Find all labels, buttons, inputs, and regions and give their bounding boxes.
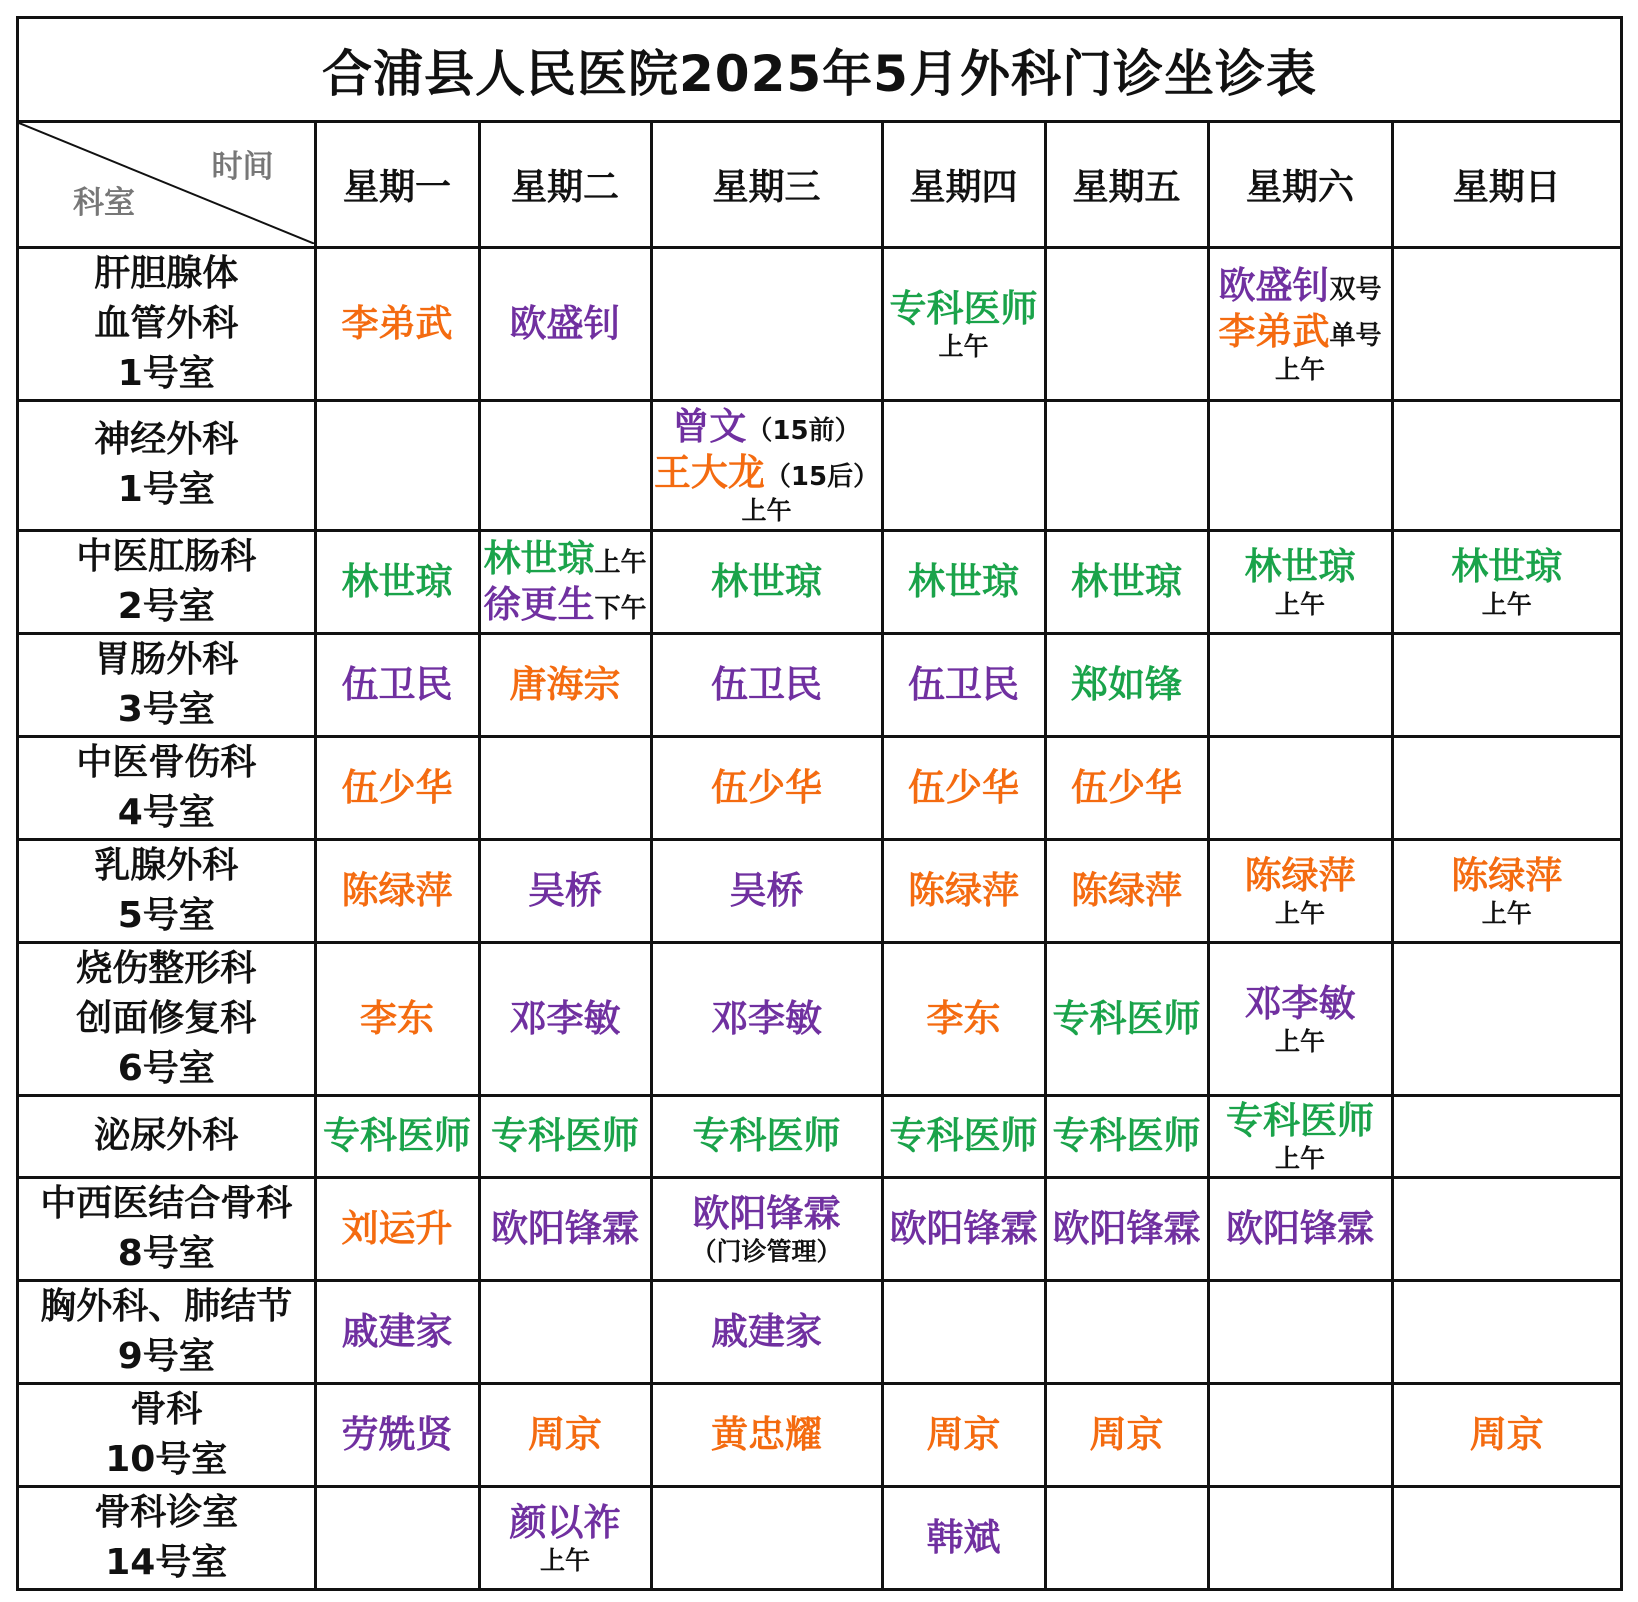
schedule-cell-tue: [479, 633, 651, 736]
schedule-row: [19, 736, 1620, 839]
schedule-cell-fri: [1045, 1177, 1208, 1280]
day-header-mon: 星期一: [315, 123, 479, 247]
schedule-sheet: [16, 16, 1623, 1591]
schedule-cell-fri: [1045, 530, 1208, 633]
cell-line: [653, 868, 881, 914]
cell-line: [1210, 1098, 1391, 1144]
schedule-cell-sun: [1392, 247, 1620, 400]
schedule-cell-thu: [882, 1383, 1045, 1486]
session-note: 上午: [1481, 898, 1532, 928]
doctor-name: 唐海宗: [509, 662, 621, 706]
cell-line: [1210, 1206, 1391, 1252]
department-cell: 骨科 10号室: [19, 1383, 315, 1486]
schedule-cell-tue: [479, 400, 651, 530]
cell-line: [1210, 853, 1391, 899]
doctor-name: 专科医师: [1052, 1114, 1201, 1157]
doctor-name: 李东: [360, 996, 434, 1040]
schedule-cell-wed: [651, 400, 882, 530]
schedule-cell-thu: [882, 530, 1045, 633]
schedule-cell-mon: [315, 839, 479, 942]
schedule-cell-sun: [1392, 400, 1620, 530]
session-note: 上午: [741, 496, 792, 525]
cell-line: [317, 868, 478, 914]
schedule-cell-tue: [479, 839, 651, 942]
doctor-name: 刘运升: [341, 1206, 453, 1250]
day-header-sun: 星期日: [1392, 123, 1620, 247]
doctor-name: 周京: [1469, 1412, 1544, 1456]
schedule-row: [19, 1280, 1620, 1383]
cell-line: [317, 1412, 478, 1458]
doctor-name: 林世琼: [711, 559, 822, 603]
cell-line: [884, 286, 1044, 332]
cell-line: [481, 868, 650, 914]
schedule-cell-tue: [479, 1095, 651, 1177]
doctor-name: 劳兟贤: [341, 1412, 453, 1456]
schedule-cell-sat: [1208, 247, 1392, 400]
schedule-cell-mon: [315, 1486, 479, 1588]
doctor-name: 林世琼: [483, 536, 595, 580]
schedule-cell-mon: [315, 530, 479, 633]
cell-line: [653, 1412, 881, 1458]
schedule-cell-wed: [651, 1095, 882, 1177]
doctor-name: 林世琼: [1071, 559, 1182, 603]
schedule-cell-tue: [479, 942, 651, 1095]
session-note: 上午: [1274, 1144, 1325, 1173]
doctor-name: 专科医师: [889, 1114, 1038, 1157]
doctor-name: 陈绿萍: [1451, 853, 1563, 897]
doctor-name: 周京: [926, 1412, 1001, 1456]
doctor-name: 欧阳锋霖: [491, 1206, 639, 1250]
department-cell: 泌尿外科: [19, 1095, 315, 1177]
doctor-name: 陈绿萍: [1071, 868, 1182, 912]
session-suffix: 双号: [1329, 274, 1382, 305]
schedule-cell-sat: [1208, 1280, 1392, 1383]
cell-line: [884, 662, 1044, 708]
schedule-cell-mon: [315, 633, 479, 736]
schedule-cell-thu: [882, 736, 1045, 839]
schedule-row: [19, 633, 1620, 736]
schedule-cell-wed: [651, 247, 882, 400]
doctor-name: 欧阳锋霖: [692, 1191, 841, 1235]
schedule-cell-mon: [315, 1280, 479, 1383]
cell-line: [1047, 1113, 1207, 1159]
corner-room-label: 科室: [73, 184, 135, 221]
cell-line: [1047, 765, 1207, 811]
doctor-name: 欧盛钊: [509, 301, 621, 345]
schedule-cell-mon: [315, 736, 479, 839]
doctor-name: 徐更生: [483, 582, 595, 626]
doctor-name: 专科医师: [1226, 1099, 1374, 1142]
schedule-cell-tue: [479, 736, 651, 839]
doctor-name: 伍少华: [341, 765, 453, 809]
schedule-table: [19, 123, 1620, 1588]
schedule-cell-sat: [1208, 736, 1392, 839]
schedule-row: [19, 530, 1620, 633]
doctor-name: 伍少华: [711, 765, 822, 809]
doctor-name: 林世琼: [1451, 544, 1563, 588]
doctor-name: 周京: [1089, 1412, 1164, 1456]
schedule-row: [19, 247, 1620, 400]
schedule-cell-fri: [1045, 1095, 1208, 1177]
day-header-fri: 星期五: [1045, 123, 1208, 247]
department-cell: 乳腺外科 5号室: [19, 839, 315, 942]
cell-line: [481, 582, 650, 628]
header-row: [19, 123, 1620, 247]
schedule-cell-wed: [651, 1486, 882, 1588]
schedule-cell-sat: [1208, 1177, 1392, 1280]
cell-line: [481, 1500, 650, 1546]
cell-line: [1394, 544, 1621, 590]
cell-line: [653, 450, 881, 496]
cell-line: [481, 1206, 650, 1252]
schedule-cell-wed: [651, 1177, 882, 1280]
doctor-name: 邓李敏: [711, 996, 822, 1040]
schedule-cell-sun: [1392, 1486, 1620, 1588]
schedule-cell-sat: [1208, 633, 1392, 736]
cell-line: [653, 765, 881, 811]
cell-line: [1047, 1412, 1207, 1458]
cell-line: [481, 301, 650, 347]
session-note: 上午: [539, 1545, 590, 1575]
cell-line: [317, 662, 478, 708]
department-cell: 中医肛肠科 2号室: [19, 530, 315, 633]
cell-line: [317, 1206, 478, 1252]
doctor-name: 李弟武: [1218, 309, 1330, 353]
doctor-name: 郑如锋: [1071, 662, 1182, 706]
doctor-name: 陈绿萍: [908, 868, 1019, 912]
doctor-name: 韩斌: [926, 1515, 1001, 1559]
doctor-name: 林世琼: [1244, 544, 1356, 588]
schedule-cell-wed: [651, 942, 882, 1095]
department-cell: 烧伤整形科 创面修复科 6号室: [19, 942, 315, 1095]
day-header-sat: 星期六: [1208, 123, 1392, 247]
day-header-thu: 星期四: [882, 123, 1045, 247]
schedule-cell-sun: [1392, 633, 1620, 736]
doctor-name: 李弟武: [341, 301, 453, 345]
page-title: 合浦县人民医院2025年5月外科门诊坐诊表: [19, 19, 1620, 123]
schedule-cell-sun: [1392, 942, 1620, 1095]
cell-line: [884, 996, 1044, 1042]
doctor-name: 欧阳锋霖: [1226, 1206, 1374, 1250]
cell-line: [481, 1412, 650, 1458]
cell-line: [653, 559, 881, 605]
schedule-row: [19, 1486, 1620, 1588]
cell-line: [317, 1113, 478, 1159]
schedule-row: [19, 942, 1620, 1095]
cell-line: [653, 1309, 881, 1355]
schedule-row: [19, 839, 1620, 942]
schedule-cell-sat: [1208, 530, 1392, 633]
schedule-cell-fri: [1045, 633, 1208, 736]
cell-line: [1210, 544, 1391, 590]
schedule-cell-mon: [315, 1095, 479, 1177]
doctor-name: 吴桥: [729, 868, 804, 912]
schedule-row: [19, 1095, 1620, 1177]
session-suffix: 上午: [594, 547, 647, 578]
doctor-name: 欧盛钊: [1218, 263, 1330, 307]
schedule-cell-wed: [651, 839, 882, 942]
schedule-cell-tue: [479, 1486, 651, 1588]
doctor-name: 伍卫民: [341, 662, 453, 706]
session-note: 上午: [1274, 354, 1325, 384]
schedule-row: [19, 1177, 1620, 1280]
session-note: 上午: [938, 331, 989, 361]
schedule-cell-thu: [882, 247, 1045, 400]
doctor-name: 林世琼: [341, 559, 453, 603]
doctor-name: 伍少华: [908, 765, 1019, 809]
schedule-cell-sat: [1208, 1383, 1392, 1486]
schedule-cell-thu: [882, 1177, 1045, 1280]
schedule-cell-thu: [882, 839, 1045, 942]
schedule-cell-tue: [479, 1383, 651, 1486]
cell-line: [1394, 853, 1621, 899]
cell-line: [481, 536, 650, 582]
doctor-name: 欧阳锋霖: [1052, 1206, 1201, 1250]
schedule-cell-mon: [315, 247, 479, 400]
doctor-name: 颜以祚: [509, 1500, 621, 1544]
date-range-note: （15前）: [746, 416, 861, 446]
doctor-name: 邓李敏: [1244, 981, 1356, 1025]
doctor-name: 专科医师: [692, 1114, 841, 1157]
department-cell: 胸外科、肺结节 9号室: [19, 1280, 315, 1383]
schedule-cell-wed: [651, 1280, 882, 1383]
schedule-cell-sun: [1392, 1095, 1620, 1177]
doctor-name: 伍少华: [1071, 765, 1182, 809]
schedule-cell-thu: [882, 1486, 1045, 1588]
department-cell: 骨科诊室 14号室: [19, 1486, 315, 1588]
doctor-name: 吴桥: [528, 868, 602, 912]
schedule-cell-fri: [1045, 1486, 1208, 1588]
cell-line: [653, 662, 881, 708]
schedule-cell-wed: [651, 633, 882, 736]
department-cell: 肝胆腺体 血管外科 1号室: [19, 247, 315, 400]
doctor-name: 周京: [528, 1412, 602, 1456]
doctor-name: 专科医师: [323, 1114, 471, 1157]
schedule-row: [19, 400, 1620, 530]
cell-line: [653, 996, 881, 1042]
schedule-cell-wed: [651, 530, 882, 633]
schedule-cell-fri: [1045, 1280, 1208, 1383]
schedule-cell-mon: [315, 942, 479, 1095]
cell-line: [317, 559, 478, 605]
schedule-cell-sun: [1392, 1383, 1620, 1486]
schedule-cell-sat: [1208, 400, 1392, 530]
department-cell: 中西医结合骨科 8号室: [19, 1177, 315, 1280]
session-suffix: 下午: [594, 593, 647, 624]
day-header-tue: 星期二: [479, 123, 651, 247]
doctor-name: 李东: [926, 996, 1001, 1040]
schedule-cell-thu: [882, 633, 1045, 736]
schedule-cell-thu: [882, 942, 1045, 1095]
cell-line: [1047, 1206, 1207, 1252]
cell-line: [1047, 559, 1207, 605]
schedule-cell-mon: [315, 1383, 479, 1486]
cell-line: [653, 1113, 881, 1159]
cell-line: [653, 1191, 881, 1237]
schedule-cell-tue: [479, 1280, 651, 1383]
schedule-cell-tue: [479, 1177, 651, 1280]
cell-line: [884, 1412, 1044, 1458]
schedule-cell-fri: [1045, 942, 1208, 1095]
schedule-cell-sun: [1392, 839, 1620, 942]
schedule-cell-wed: [651, 736, 882, 839]
schedule-cell-sun: [1392, 1177, 1620, 1280]
cell-line: [1047, 996, 1207, 1042]
schedule-cell-wed: [651, 1383, 882, 1486]
doctor-name: 专科医师: [491, 1114, 639, 1157]
cell-line: [317, 1309, 478, 1355]
cell-line: [317, 301, 478, 347]
doctor-name: 曾文: [672, 405, 747, 448]
doctor-name: 欧阳锋霖: [889, 1206, 1038, 1250]
doctor-name: 专科医师: [889, 286, 1038, 330]
schedule-cell-mon: [315, 400, 479, 530]
date-range-note: （15后）: [764, 462, 880, 492]
schedule-cell-thu: [882, 1095, 1045, 1177]
schedule-cell-fri: [1045, 400, 1208, 530]
schedule-cell-sat: [1208, 942, 1392, 1095]
schedule-cell-sun: [1392, 736, 1620, 839]
doctor-name: 专科医师: [1052, 996, 1201, 1040]
schedule-cell-sat: [1208, 839, 1392, 942]
schedule-cell-fri: [1045, 839, 1208, 942]
session-note: 上午: [1274, 589, 1325, 619]
schedule-cell-thu: [882, 400, 1045, 530]
cell-line: [884, 1515, 1044, 1561]
schedule-cell-sat: [1208, 1486, 1392, 1588]
doctor-name: 戚建家: [711, 1309, 822, 1353]
schedule-cell-fri: [1045, 1383, 1208, 1486]
doctor-name: 陈绿萍: [1244, 853, 1356, 897]
schedule-row: [19, 1383, 1620, 1486]
doctor-name: 伍卫民: [711, 662, 822, 706]
session-note: 上午: [1274, 898, 1325, 928]
doctor-name: 黄忠耀: [711, 1412, 822, 1456]
session-suffix: 单号: [1329, 320, 1382, 351]
session-note: （门诊管理）: [691, 1236, 842, 1266]
schedule-cell-fri: [1045, 247, 1208, 400]
cell-line: [1047, 662, 1207, 708]
cell-line: [884, 765, 1044, 811]
schedule-cell-fri: [1045, 736, 1208, 839]
cell-line: [884, 1206, 1044, 1252]
department-cell: 胃肠外科 3号室: [19, 633, 315, 736]
cell-line: [481, 1113, 650, 1159]
schedule-cell-sun: [1392, 530, 1620, 633]
corner-header-cell: [19, 123, 315, 247]
doctor-name: 林世琼: [908, 559, 1019, 603]
doctor-name: 戚建家: [341, 1309, 453, 1353]
cell-line: [1394, 1412, 1621, 1458]
session-note: 上午: [1481, 589, 1532, 619]
doctor-name: 王大龙: [653, 451, 765, 494]
doctor-name: 陈绿萍: [341, 868, 453, 912]
cell-line: [884, 868, 1044, 914]
doctor-name: 邓李敏: [509, 996, 621, 1040]
cell-line: [653, 404, 881, 450]
cell-line: [884, 559, 1044, 605]
schedule-cell-tue: [479, 247, 651, 400]
day-header-wed: 星期三: [651, 123, 882, 247]
cell-line: [481, 996, 650, 1042]
session-note: 上午: [1274, 1026, 1325, 1056]
cell-line: [317, 996, 478, 1042]
schedule-cell-sat: [1208, 1095, 1392, 1177]
cell-line: [1210, 263, 1391, 309]
cell-line: [1047, 868, 1207, 914]
doctor-name: 伍卫民: [908, 662, 1019, 706]
cell-line: [481, 662, 650, 708]
corner-time-label: 时间: [211, 149, 274, 185]
schedule-body: [19, 123, 1620, 1588]
schedule-cell-thu: [882, 1280, 1045, 1383]
schedule-cell-mon: [315, 1177, 479, 1280]
cell-line: [317, 765, 478, 811]
department-cell: 神经外科 1号室: [19, 400, 315, 530]
schedule-cell-sun: [1392, 1280, 1620, 1383]
cell-line: [1210, 309, 1391, 355]
schedule-cell-tue: [479, 530, 651, 633]
cell-line: [884, 1113, 1044, 1159]
cell-line: [1210, 981, 1391, 1027]
department-cell: 中医骨伤科 4号室: [19, 736, 315, 839]
